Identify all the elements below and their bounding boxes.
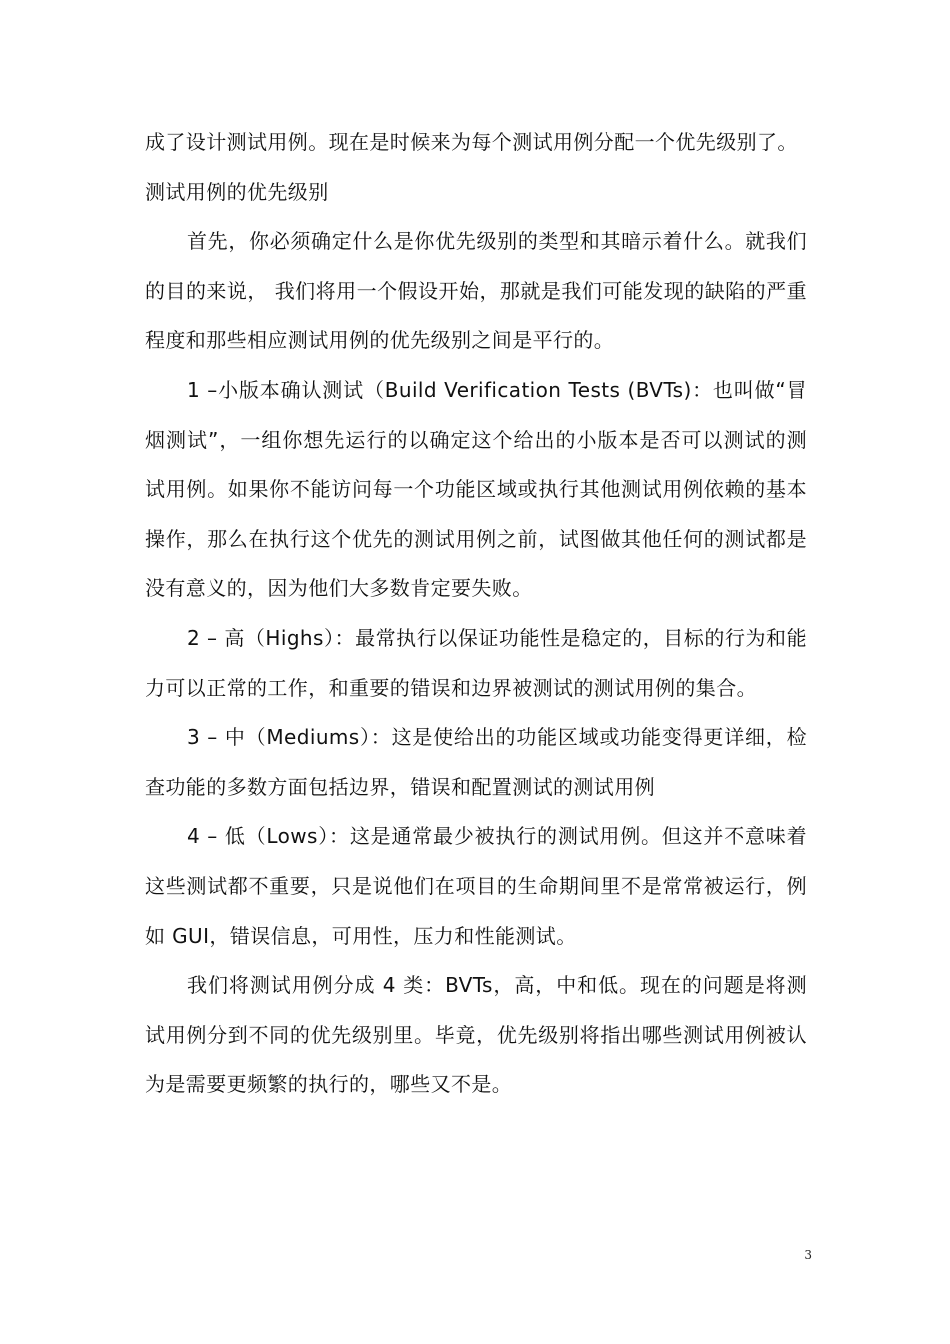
section-heading: 测试用例的优先级别 bbox=[145, 179, 329, 204]
document-body bbox=[145, 118, 807, 1110]
paragraph-priority-medium: 3 – 中（Mediums）：这是使给出的功能区域或功能变得更详细，检查功能的多数方面包括边界，错误和配置测试的测试用例 bbox=[145, 725, 807, 799]
paragraph-priority-low: 4 – 低（Lows）：这是通常最少被执行的测试用例。但这并不意味着这些测试都不重要，只是说他们在项目的生命期间里不是常常被运行，例如 GUI，错误信息，可用性，压力和性能测试。 bbox=[145, 824, 807, 948]
paragraph-continuation: 成了设计测试用例。现在是时候来为每个测试用例分配一个优先级别了。 bbox=[145, 130, 798, 154]
paragraph-priority-high: 2 – 高（Highs）：最常执行以保证功能性是稳定的，目标的行为和能力可以正常的工作，和重要的错误和边界被测试的测试用例的集合。 bbox=[145, 625, 807, 700]
paragraph-priority-bvt: 1 –小版本确认测试（Build Verification Tests (BVTs)：也叫做“冒烟测试”，一组你想先运行的以确定这个给出的小版本是否可以测试的测试用例。如果你不能访问每一个功能区域或执行其他测试用例依赖的基本操作，那么在执行这个优先的测试用例之前，试图做其他任何的测试都是没有意义的，因为他们大多数肯定要失败。 bbox=[145, 377, 807, 601]
page-number: 3 bbox=[804, 1248, 812, 1262]
paragraph-summary: 我们将测试用例分成 4 类：BVTs，高，中和低。现在的问题是将测试用例分到不同的优先级别里。毕竟，优先级别将指出哪些测试用例被认为是需要更频繁的执行的，哪些又不是。 bbox=[145, 973, 807, 1097]
paragraph-intro: 首先，你必须确定什么是你优先级别的类型和其暗示着什么。就我们的目的来说， 我们将用一个假设开始，那就是我们可能发现的缺陷的严重程度和那些相应测试用例的优先级别之间是平行的。 bbox=[145, 229, 807, 353]
